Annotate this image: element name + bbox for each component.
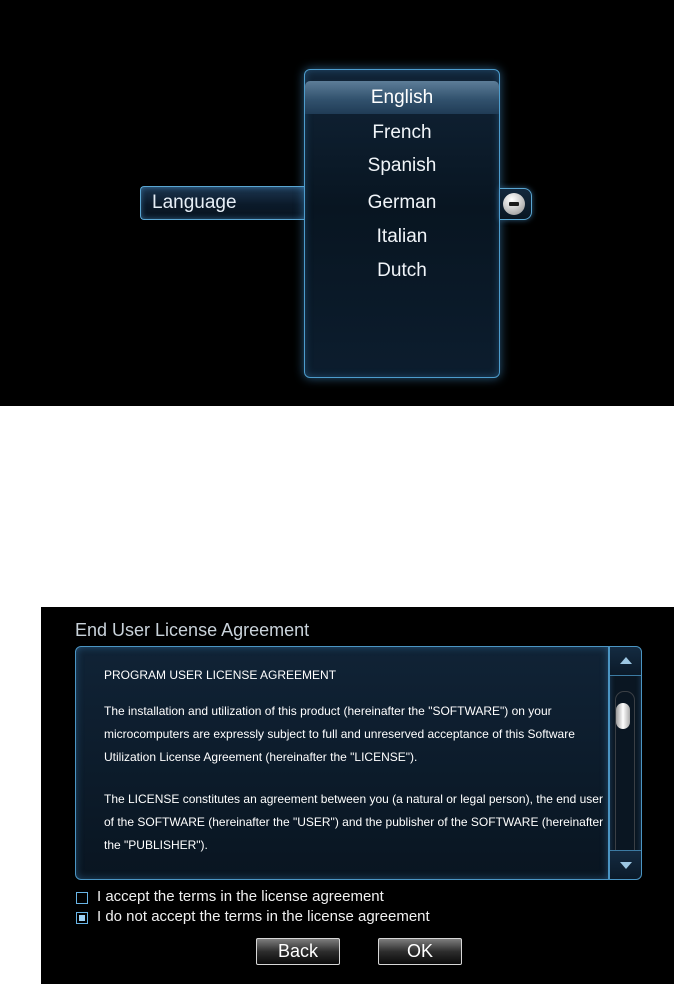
language-label: Language [152,192,237,213]
arrow-down-icon [620,862,632,869]
scroll-down-button[interactable] [610,850,641,879]
license-title: End User License Agreement [75,620,310,640]
license-screen [41,607,674,984]
language-option-spanish[interactable]: Spanish [367,155,437,176]
license-scrollbar[interactable] [609,646,642,880]
minus-circle-icon [503,193,525,215]
language-option-english[interactable]: English [305,81,499,114]
decline-option-label: I do not accept the terms in the license agreement [97,908,430,925]
decline-checkbox[interactable] [76,912,88,924]
accept-checkbox[interactable] [76,892,88,904]
language-option-german[interactable]: German [367,192,437,213]
language-list [304,69,500,378]
license-text [104,664,604,876]
scroll-up-button[interactable] [610,647,641,676]
language-label-box [140,186,309,220]
license-paragraph: The installation and utilization of this product (hereinafter the "SOFTWARE") on your microcomputers are expressly subject to full and unreserved acceptance of this Software Utilization License Agreement (hereinafter the "LICENSE"). [104,704,575,764]
license-heading: PROGRAM USER LICENSE AGREEMENT [104,668,337,682]
scroll-thumb[interactable] [616,703,630,729]
minus-bar [509,202,519,206]
arrow-up-icon [620,657,632,664]
accept-option-label: I accept the terms in the license agreement [97,888,384,905]
back-button[interactable]: Back [256,938,340,965]
license-text-box[interactable] [75,646,609,880]
language-option-french[interactable]: French [372,122,432,143]
language-screen [0,0,674,406]
language-option-italian[interactable]: Italian [376,226,428,247]
language-option-dutch[interactable]: Dutch [377,260,427,281]
ok-button[interactable]: OK [378,938,462,965]
license-paragraph: The LICENSE constitutes an agreement between you (a natural or legal person), the end user of the SOFTWARE (hereinafter the "USER") and the publisher of the SOFTWARE (hereinafter the "PUBLISHER"). [104,792,604,852]
collapse-language-button[interactable] [500,188,532,220]
